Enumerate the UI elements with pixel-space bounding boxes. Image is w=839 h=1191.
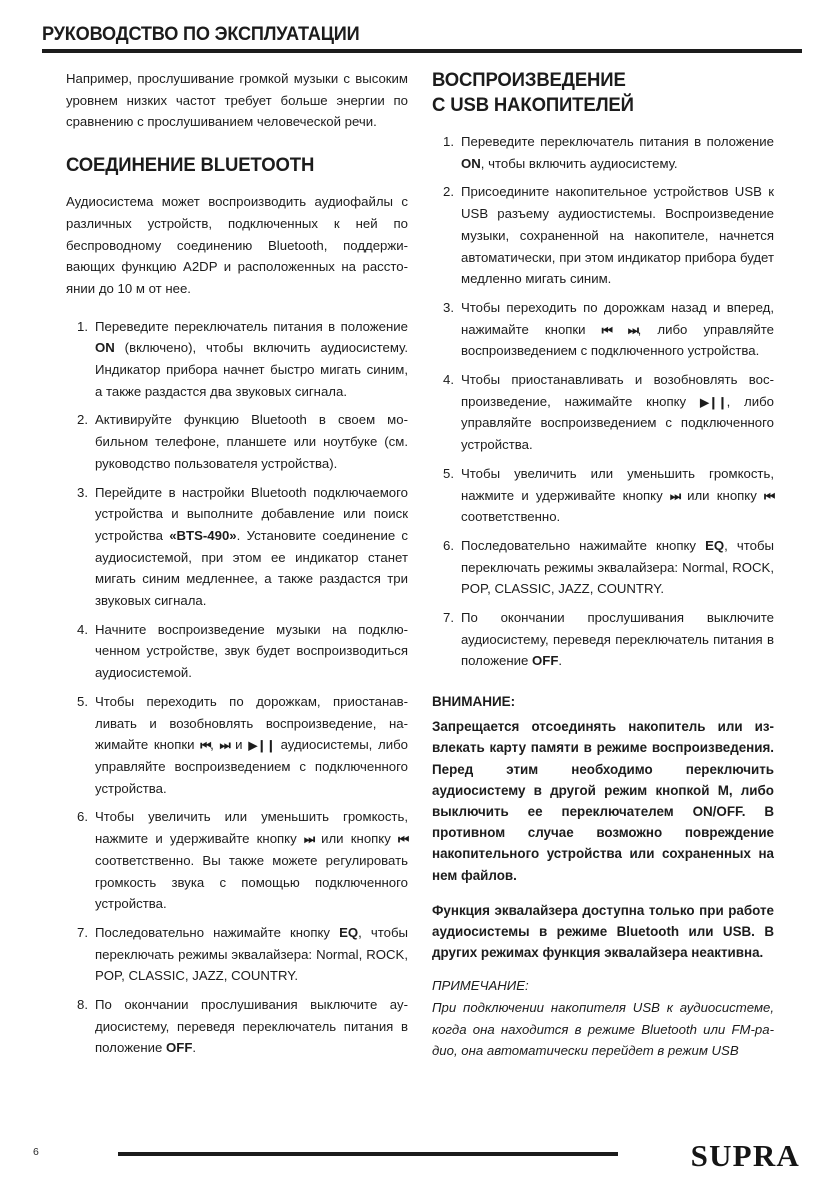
- right-column: [432, 68, 774, 1062]
- list-item-number: 5.: [443, 465, 454, 481]
- step-text-after: . Установите соединение с аудиосистемой, при этом ее индикатор станет мигать синим медленнее, а также раздастся три звуковых сигнала.: [95, 527, 408, 609]
- list-item-text: [95, 806, 408, 915]
- list-item-text: Начните воспроизведение музыки на подключенном устройстве, звук будет воспроизводиться аудиосистемой.: [95, 621, 408, 681]
- play-pause-icon: ▶❙❙: [699, 394, 727, 410]
- page-title: РУКОВОДСТВО ПО ЭКСПЛУАТАЦИИ: [42, 23, 360, 45]
- usb-steps-list: [432, 131, 774, 672]
- list-item-number: 2.: [443, 184, 454, 200]
- note-paragraph: При подключении накопителя USB к аудиосистеме, когда она находится в режиме Bluetooth или FM-радио, она автоматически перейдет в режим USB: [432, 1000, 774, 1059]
- list-item-number: 3.: [77, 484, 88, 500]
- list-item-number: 2.: [77, 412, 88, 428]
- list-item-text: [95, 691, 408, 800]
- step-text-before: Последовательно нажимайте кнопку: [95, 924, 340, 940]
- footer-divider: [118, 1152, 618, 1156]
- step-text-before: Перейдите в настройки Bluetooth подключаемого устройства и выполните добавление или поиск устройства: [95, 484, 408, 543]
- list-item-number: 6.: [443, 537, 454, 553]
- step-text-after: , чтобы переключать режимы эквалайзера: Normal, ROCK, POP, CLASSIC, JAZZ, COUNTRY.: [461, 537, 774, 597]
- step-text-middle: или кнопку: [313, 831, 399, 847]
- list-item-number: 3.: [443, 299, 454, 315]
- list-item-text: [95, 316, 408, 403]
- list-item: [432, 181, 774, 290]
- left-column: [66, 68, 408, 1059]
- step-text-before: Переведите переключатель питания в положение: [461, 134, 774, 149]
- list-item: [432, 369, 774, 456]
- list-item-text: [461, 607, 774, 672]
- list-item: [432, 607, 774, 672]
- step-bold-term: OFF: [166, 1040, 193, 1056]
- list-item-text: [461, 297, 774, 362]
- next-track-icon: ⏭: [219, 737, 230, 753]
- list-item-number: 6.: [77, 809, 88, 825]
- list-item: [66, 482, 408, 612]
- step-text-before: По окончании прослушивания выключите аудиосистему, переведя переключатель питания в положение: [95, 997, 408, 1056]
- list-item-text: Активируйте функцию Bluetooth в своем мобильном телефоне, планшете или ноутбуке (см. руководство пользователя устройства).: [95, 412, 408, 471]
- list-item-text: [95, 482, 408, 612]
- bluetooth-steps-list: [66, 316, 408, 1060]
- section-heading-bluetooth: СОЕДИНЕНИЕ BLUETOOTH: [66, 154, 315, 177]
- step-text-after: , либо управляйте воспроизведением с подключенного устройства.: [461, 393, 774, 453]
- step-text-before: Переведите переключатель питания в положение: [95, 318, 408, 334]
- page-footer: [0, 1140, 839, 1191]
- previous-track-icon: ⏮: [601, 322, 612, 338]
- spacer: [432, 672, 774, 692]
- step-text-after: .: [192, 1040, 197, 1056]
- step-text-before: По окончании прослушивания выключите аудиосистему, переведя переключатель питания в положение: [461, 610, 774, 669]
- step-text-after: , чтобы переключать режимы эквалайзера: Normal, ROCK, POP, CLASSIC, JAZZ, COUNTRY.: [95, 924, 408, 984]
- list-item-number: 7.: [443, 610, 454, 626]
- step-separator: и: [229, 737, 249, 753]
- step-text-after: , либо управляйте воспроизведением с подключенного устройства.: [461, 321, 774, 359]
- section-heading-usb: [432, 68, 757, 118]
- step-text-after: , чтобы включить аудиосистему.: [480, 155, 678, 171]
- warning-paragraph-1: Запрещается отсоединять накопитель или извлекать карту памяти в режиме воспроизведения. Перед этим необходимо переключить аудиосистему в другой режим кнопкой M, либо выключить ее переключателем ON/OFF. В противном случае возможно повреждение накопительного устройства или сохраненных на нем файлов.: [432, 719, 774, 883]
- list-item: [66, 409, 408, 474]
- list-item: [66, 994, 408, 1059]
- list-item-text: [461, 369, 774, 456]
- list-item-number: 1.: [77, 318, 88, 334]
- warning-heading: ВНИМАНИЕ:: [432, 694, 516, 710]
- step-bold-term: ON: [461, 155, 481, 171]
- step-text-after: соответственно.: [461, 509, 561, 525]
- list-item: [66, 806, 408, 915]
- step-bold-term: «BTS-490»: [169, 527, 237, 543]
- next-track-icon: ⏭: [669, 488, 680, 504]
- list-item-number: 1.: [443, 134, 454, 149]
- next-track-icon: ⏭: [303, 831, 314, 847]
- list-item: [432, 131, 774, 174]
- list-item-text: [461, 535, 774, 600]
- list-item-text: [461, 463, 774, 528]
- step-text-before: Последовательно нажимайте кнопку: [461, 537, 706, 553]
- list-item-number: 4.: [443, 372, 454, 388]
- step-text-before: Чтобы увеличить или уменьшить громкость, нажмите и удерживайте кнопку: [461, 465, 774, 503]
- list-item-text: Присоедините накопительное устройствов USB к USB разъему аудиостистемы. Воспроизведение музыки, сохраненной на накопителе, начнется автоматически, при этом индикатор прибора будет медленно мигать синим.: [461, 184, 774, 287]
- spacer: [66, 300, 408, 316]
- step-text-after: аудиосистемы, либо управляйте воспроизведением с подключенного устройства.: [95, 737, 408, 796]
- step-text-after: .: [558, 653, 563, 669]
- list-item: [66, 316, 408, 403]
- step-bold-term: EQ: [339, 924, 359, 940]
- list-item-number: 7.: [77, 924, 88, 940]
- step-bold-term: ON: [95, 340, 115, 356]
- header-divider: [42, 49, 802, 52]
- list-item-number: 4.: [77, 621, 88, 637]
- previous-track-icon: ⏮: [764, 488, 774, 504]
- list-item-number: 5.: [77, 693, 88, 709]
- step-text-middle: или кнопку: [679, 487, 765, 503]
- step-text-after: (включено), чтобы включить аудиосистему. Индикатор прибора начнет быстро мигать синим, а также раздастся два звуковых сигнала.: [95, 340, 408, 399]
- brand-logo-supra: SUPRA: [690, 1138, 800, 1173]
- list-item: [432, 535, 774, 600]
- page-header: [42, 24, 802, 53]
- list-item: [432, 463, 774, 528]
- play-pause-icon: ▶❙❙: [248, 737, 275, 753]
- step-text-before: Чтобы переходить по дорожкам, приостанавливать и возобновлять воспроизведение, нажимайте кнопки: [95, 693, 408, 753]
- list-item: [432, 297, 774, 362]
- step-bold-term: OFF: [532, 653, 559, 669]
- note-heading: ПРИМЕЧАНИЕ:: [432, 978, 529, 994]
- page-number: 6: [33, 1146, 39, 1158]
- list-item-text: [461, 131, 774, 174]
- step-separator: ,: [210, 737, 220, 753]
- list-item-number: 8.: [77, 997, 88, 1013]
- step-text-before: Чтобы приостанавливать и возобновлять воспроизведение, нажимайте кнопку: [461, 372, 774, 409]
- previous-track-icon: ⏮: [200, 737, 211, 753]
- list-item: [66, 691, 408, 800]
- list-item: [66, 922, 408, 987]
- list-item-text: [95, 922, 408, 987]
- list-item: [66, 619, 408, 684]
- next-track-icon: ⏭: [627, 322, 638, 338]
- step-text-before: Чтобы увеличить или уменьшить громкость, нажмите и удерживайте кнопку: [95, 809, 408, 847]
- warning-paragraph-2: Функция эквалайзера доступна только при работе аудиосистемы в режиме Bluetooth или USB. В других режимах функция эквалайзера неактивна.: [432, 902, 774, 961]
- step-bold-term: EQ: [705, 537, 725, 553]
- intro-paragraph: Например, прослушивание громкой музыки с высоким уровнем низких частот требует больше энергии по сравнению с прослушиванием человеческой речи.: [66, 71, 408, 130]
- step-separator: [612, 322, 628, 337]
- bluetooth-description-paragraph: Аудиосистема может воспроизводить аудиофайлы с различных устройств, подключенных к ней по беспроводному соединению Bluetooth, поддерживающих функцию A2DP и расположенных на расстоянии до 10 м от нее.: [66, 194, 408, 296]
- step-text-after: соответственно. Вы также можете регулировать громкость звука с помощью подключенного устройства.: [95, 852, 408, 912]
- section-heading-line-1: ВОСПРОИЗВЕДЕНИЕ: [432, 69, 626, 91]
- step-text-before: Чтобы переходить по дорожкам назад и вперед, нажимайте кнопки: [461, 299, 774, 337]
- previous-track-icon: ⏮: [398, 831, 408, 847]
- list-item-text: [95, 994, 408, 1059]
- section-heading-line-2: С USB НАКОПИТЕЛЕЙ: [432, 94, 634, 116]
